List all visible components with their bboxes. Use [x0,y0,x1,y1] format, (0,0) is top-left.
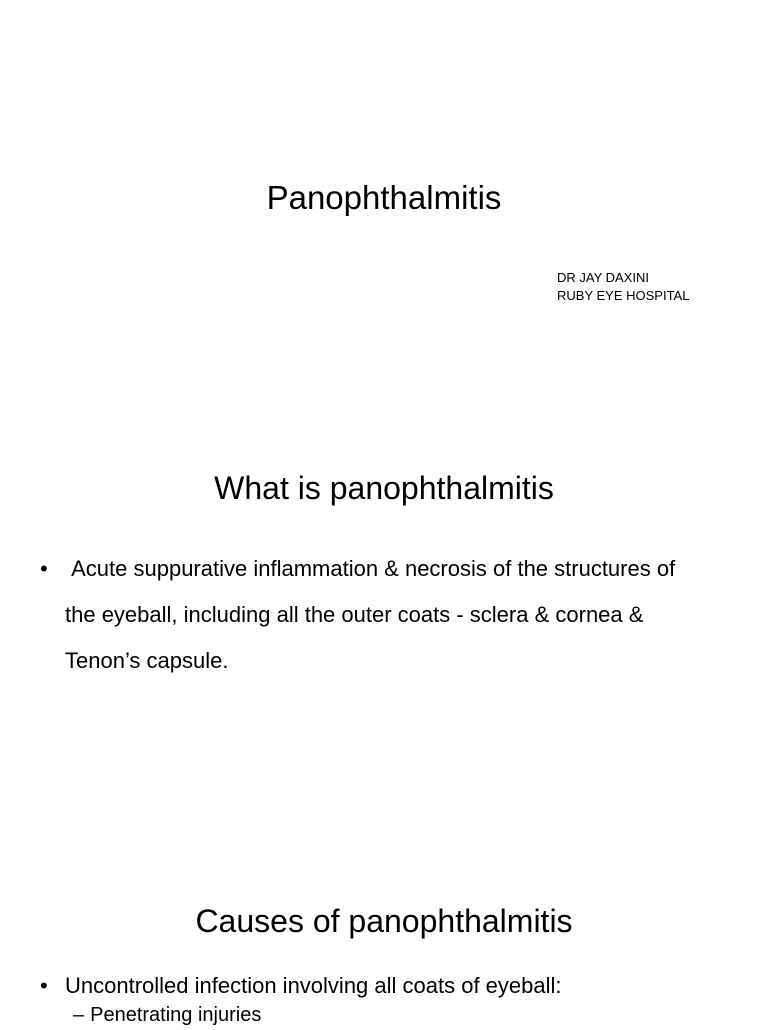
sub-bullet-marker: – [73,1004,85,1026]
slide-title: What is panophthalmitis [214,470,554,506]
author-affiliation: RUBY EYE HOSPITAL [557,288,690,303]
author-name: DR JAY DAXINI [557,270,649,285]
definition-slide [0,400,768,870]
presentation-title: Panophthalmitis [266,179,502,216]
bullet-item [40,546,700,684]
bullet-text: Uncontrolled infection involving all coats of eyeball: [65,973,562,998]
slide-title: Causes of panophthalmitis [195,903,573,939]
bullet-marker: • [40,556,48,581]
causes-slide [0,870,768,1024]
sub-bullet-item [73,1000,261,1030]
bullet-text: Acute suppurative inflammation & necrosis of the structures of the eyeball, including all the outer coats - sclera & cornea & Tenon’s capsule. [65,556,682,673]
sub-bullet-text: Penetrating injuries [90,1004,262,1026]
author-block [557,269,689,305]
title-slide [0,0,768,400]
bullet-marker: • [40,973,48,998]
